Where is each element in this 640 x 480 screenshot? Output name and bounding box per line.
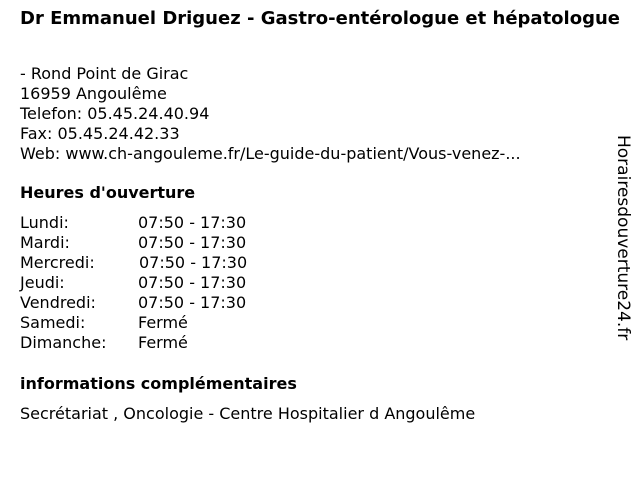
street-address: - Rond Point de Girac xyxy=(20,64,189,83)
phone-number: Telefon: 05.45.24.40.94 xyxy=(20,104,210,123)
fax-number: Fax: 05.45.24.42.33 xyxy=(20,124,180,143)
additional-info-text: Secrétariat , Oncologie - Centre Hospitalier d Angoulême xyxy=(20,404,476,423)
hours-value: 07:50 - 17:30 xyxy=(138,213,247,232)
address-block xyxy=(20,64,521,164)
hours-value: Fermé xyxy=(138,313,188,332)
day-label: Vendredi: xyxy=(20,293,96,312)
day-label: Jeudi: xyxy=(20,273,65,292)
website-link: Web: www.ch-angouleme.fr/Le-guide-du-patient/Vous-venez-... xyxy=(20,144,521,163)
hours-value: 07:50 - 17:30 xyxy=(138,233,247,252)
day-label: Mercredi: xyxy=(20,253,95,272)
additional-info-heading: informations complémentaires xyxy=(20,374,297,393)
opening-hours-heading: Heures d'ouverture xyxy=(20,183,196,202)
hours-value: 07:50 - 17:30 xyxy=(138,293,247,312)
hours-value: 07:50 - 17:30 xyxy=(138,273,247,292)
day-label: Lundi: xyxy=(20,213,69,232)
city-line: 16959 Angoulême xyxy=(20,84,167,103)
day-label: Samedi: xyxy=(20,313,86,332)
hours-value: 07:50 - 17:30 xyxy=(139,253,248,272)
page-title: Dr Emmanuel Driguez - Gastro-entérologue et hépatologue xyxy=(20,8,620,29)
day-label: Mardi: xyxy=(20,233,70,252)
day-label: Dimanche: xyxy=(20,333,107,352)
site-brand: Horairesdouverture24.fr xyxy=(613,135,633,341)
hours-value: Fermé xyxy=(138,333,188,352)
